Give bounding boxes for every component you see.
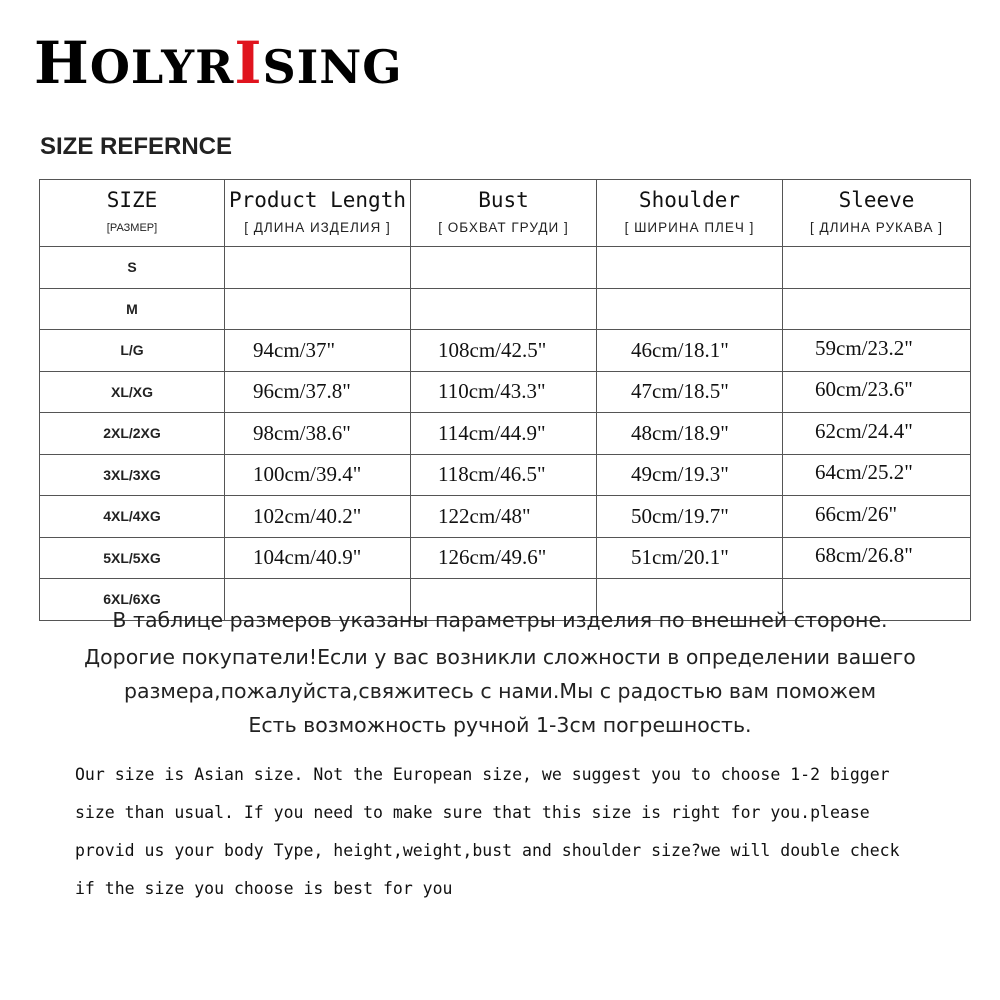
shoulder-cell: 48cm/18.9" [597, 413, 783, 455]
size-cell: S [40, 247, 225, 289]
bust-cell: 126cm/49.6" [411, 537, 597, 579]
shoulder-cell: 50cm/19.7" [597, 496, 783, 538]
bust-cell [411, 247, 597, 289]
sleeve-cell: 68cm/26.8" [783, 537, 971, 579]
table-row [40, 371, 971, 413]
bust-cell: 110cm/43.3" [411, 371, 597, 413]
russian-notes [0, 600, 1000, 742]
sleeve-cell: 64cm/25.2" [783, 454, 971, 496]
size-cell: L/G [40, 330, 225, 372]
size-cell: 2XL/2XG [40, 413, 225, 455]
size-cell: M [40, 288, 225, 330]
russian-note-line: Есть возможность ручной 1-3см погрешность. [248, 713, 752, 737]
brand-logo-part: OLYR [89, 40, 235, 94]
table-row [40, 288, 971, 330]
sleeve-cell [783, 288, 971, 330]
russian-note-line: размера,пожалуйста,свяжитесь с нами.Мы с радостью вам поможем [123, 679, 877, 703]
shoulder-cell [597, 288, 783, 330]
size-cell: 5XL/5XG [40, 537, 225, 579]
length-cell: 102cm/40.2" [225, 496, 411, 538]
bust-cell: 118cm/46.5" [411, 454, 597, 496]
size-cell: XL/XG [40, 371, 225, 413]
english-note-line: Our size is Asian size. Not the European size, we suggest you to choose 1-2 bigger [75, 765, 890, 784]
shoulder-cell: 51cm/20.1" [597, 537, 783, 579]
header-sleeve-sublabel: [ ДЛИНА РУКАВА ] [810, 220, 943, 235]
english-note-line: if the size you choose is best for you [75, 879, 453, 898]
russian-note-line: В таблице размеров указаны параметры изделия по внешней стороне. [112, 608, 888, 632]
shoulder-cell: 49cm/19.3" [597, 454, 783, 496]
table-row [40, 537, 971, 579]
header-sleeve-label: Sleeve [838, 188, 915, 212]
header-length-sublabel: [ ДЛИНА ИЗДЕЛИЯ ] [244, 220, 391, 235]
brand-logo [34, 29, 403, 97]
header-length [225, 180, 411, 247]
english-note-line: provid us your body Type, height,weight,bust and shoulder size?we will double check [75, 841, 900, 860]
table-header-row [40, 180, 971, 247]
brand-logo-accent: I [234, 29, 263, 97]
page-title: SIZE REFERNCE [40, 133, 233, 160]
length-cell: 98cm/38.6" [225, 413, 411, 455]
size-table [39, 179, 971, 621]
shoulder-cell [597, 247, 783, 289]
brand-logo-part: SING [262, 40, 403, 94]
table-row [40, 413, 971, 455]
sleeve-cell: 66cm/26" [783, 496, 971, 538]
size-cell: 3XL/3XG [40, 454, 225, 496]
table-row [40, 454, 971, 496]
table-row [40, 496, 971, 538]
size-cell: 4XL/4XG [40, 496, 225, 538]
shoulder-cell: 47cm/18.5" [597, 371, 783, 413]
header-length-label: Product Length [228, 188, 406, 212]
bust-cell: 122cm/48" [411, 496, 597, 538]
header-size-label: SIZE [106, 188, 158, 212]
header-bust-label: Bust [478, 188, 529, 212]
length-cell [225, 288, 411, 330]
header-bust-sublabel: [ ОБХВАТ ГРУДИ ] [438, 220, 569, 235]
length-cell: 96cm/37.8" [225, 371, 411, 413]
english-note-line: size than usual. If you need to make sure that this size is right for you.please [75, 803, 870, 822]
length-cell: 104cm/40.9" [225, 537, 411, 579]
bust-cell: 108cm/42.5" [411, 330, 597, 372]
table-row [40, 247, 971, 289]
length-cell [225, 247, 411, 289]
russian-note-line: Дорогие покупатели!Если у вас возникли сложности в определении вашего [84, 645, 916, 669]
table-row [40, 330, 971, 372]
header-bust [411, 180, 597, 247]
length-cell: 94cm/37" [225, 330, 411, 372]
brand-logo-initial: H [34, 29, 90, 97]
header-sleeve [783, 180, 971, 247]
bust-cell: 114cm/44.9" [411, 413, 597, 455]
length-cell: 100cm/39.4" [225, 454, 411, 496]
header-shoulder [597, 180, 783, 247]
header-size [40, 180, 225, 247]
header-shoulder-sublabel: [ ШИРИНА ПЛЕЧ ] [624, 220, 755, 235]
english-notes [75, 756, 900, 908]
sleeve-cell: 60cm/23.6" [783, 371, 971, 413]
sleeve-cell [783, 247, 971, 289]
sleeve-cell: 59cm/23.2" [783, 330, 971, 372]
sleeve-cell: 62cm/24.4" [783, 413, 971, 455]
bust-cell [411, 288, 597, 330]
shoulder-cell: 46cm/18.1" [597, 330, 783, 372]
size-cell: 6XL/6XG [40, 579, 225, 621]
header-size-sublabel: [РАЗМЕР] [106, 222, 158, 234]
header-shoulder-label: Shoulder [638, 188, 741, 212]
